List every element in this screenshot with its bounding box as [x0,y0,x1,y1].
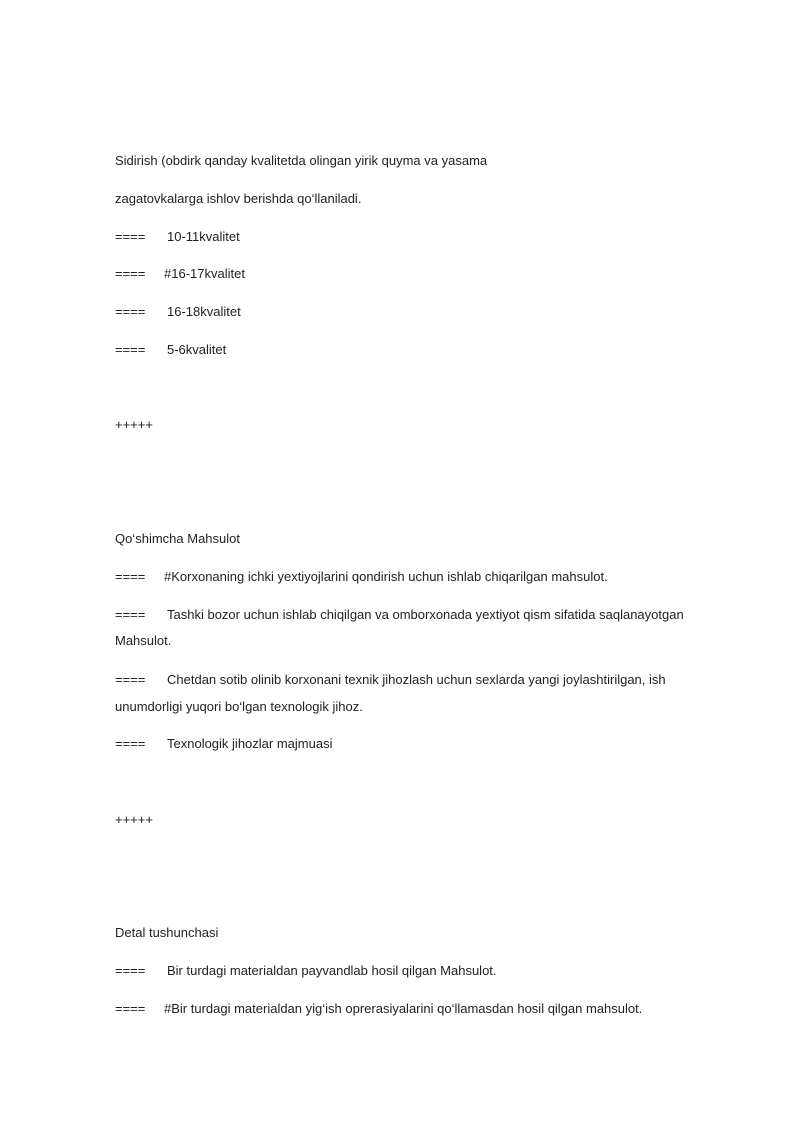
option-marker: ==== [115,342,146,357]
option-marker: ==== [115,569,146,584]
question-1-option-3 [115,304,241,320]
question-2-option-2-continuation: Mahsulot. [115,633,172,648]
question-1-text-line-1: Sidirish (obdirk qanday kvalitetda olingan yirik quyma va yasama [115,153,488,168]
question-2-text: Qo‘shimcha Mahsulot [115,531,240,546]
option-text: 5-6kvalitet [167,342,227,357]
question-2-option-4 [115,736,332,752]
option-marker: ==== [115,672,146,687]
question-1-separator: +++++ [115,417,153,432]
option-text: #Bir turdagi materialdan yig‘ish oprerasiyalarini qo‘llamasdan hosil qilgan mahsulot. [164,1001,643,1016]
question-1-option-1 [115,229,240,245]
question-2-option-2 [115,607,684,623]
option-marker: ==== [115,963,146,978]
option-text: Bir turdagi materialdan payvandlab hosil qilgan Mahsulot. [167,963,497,978]
question-2-option-3-continuation: unumdorligi yuqori bo‘lgan texnologik jihoz. [115,699,363,714]
question-2-option-1 [115,569,608,585]
question-1-option-2 [115,266,245,282]
option-marker: ==== [115,607,146,622]
question-1-text-line-2: zagatovkalarga ishlov berishda qo‘llaniladi. [115,191,362,206]
question-3-option-1 [115,963,497,979]
option-marker: ==== [115,229,146,244]
question-3-text: Detal tushunchasi [115,925,219,940]
option-text: Tashki bozor uchun ishlab chiqilgan va omborxonada yextiyot qism sifatida saqlanayotgan [167,607,684,622]
option-marker: ==== [115,1001,146,1016]
option-text: 10-11kvalitet [167,229,240,244]
option-marker: ==== [115,736,146,751]
option-marker: ==== [115,304,146,319]
question-2-separator: +++++ [115,812,153,827]
option-marker: ==== [115,266,146,281]
option-text: #Korxonaning ichki yextiyojlarini qondirish uchun ishlab chiqarilgan mahsulot. [164,569,608,584]
question-1-option-4 [115,342,226,358]
option-text: 16-18kvalitet [167,304,241,319]
option-text: Chetdan sotib olinib korxonani texnik jihozlash uchun sexlarda yangi joylashtirilgan, ish [167,672,666,687]
question-3-option-2 [115,1001,642,1017]
option-text: #16-17kvalitet [164,266,245,281]
question-2-option-3 [115,672,666,688]
option-text: Texnologik jihozlar majmuasi [167,736,333,751]
